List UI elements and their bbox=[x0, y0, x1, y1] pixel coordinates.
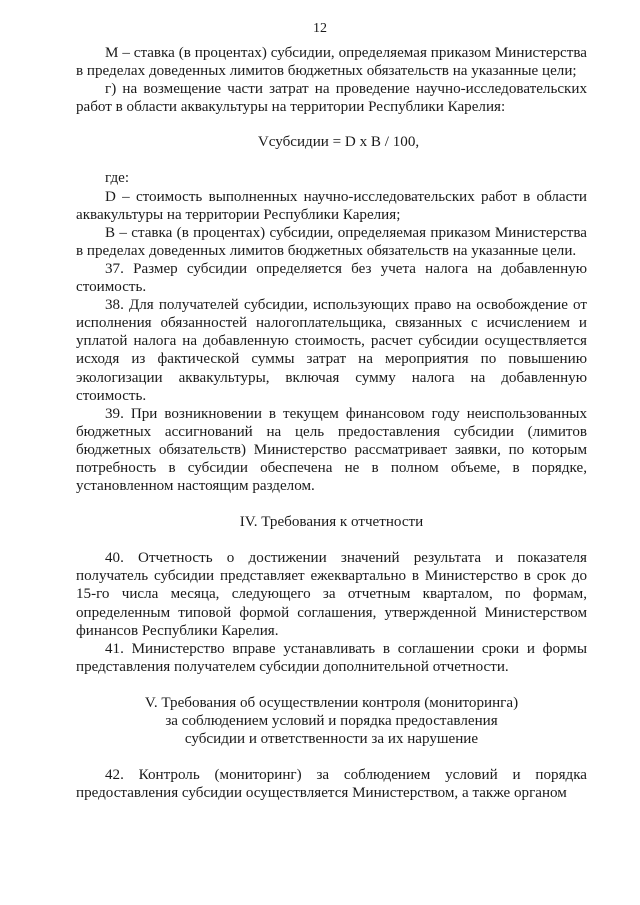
paragraph-42: 42. Контроль (мониторинг) за соблюдением условий и порядка предоставления субсидии осуществляется Министерством, а также органом bbox=[76, 767, 587, 802]
paragraph-d-definition: D – стоимость выполненных научно-исследовательских работ в области аквакультуры на территории Республики Карелия; bbox=[76, 188, 587, 223]
formula: Vсубсидии = D х В / 100, bbox=[257, 134, 420, 151]
page-number: 12 bbox=[313, 21, 327, 36]
paragraph-41: 41. Министерство вправе устанавливать в соглашении сроки и формы представления получателем субсидии дополнительной отчетности. bbox=[76, 640, 587, 675]
paragraph-38: 38. Для получателей субсидии, использующих право на освобождение от исполнения обязанностей налогоплательщика, связанных с исчислением и уплатой налога на добавленную стоимость, расчет субсидии осуществляется исходя из фактической суммы затрат на мероприятия по повышению экологизации аквакультуры, включая сумму налога на добавленную стоимость. bbox=[76, 297, 587, 404]
paragraph-37: 37. Размер субсидии определяется без учета налога на добавленную стоимость. bbox=[76, 260, 587, 296]
paragraph-m-definition: М – ставка (в процентах) субсидии, определяемая приказом Министерства в пределах доведенных лимитов бюджетных обязательств на указанные цели; bbox=[76, 45, 587, 80]
paragraph-39: 39. При возникновении в текущем финансовом году неиспользованных бюджетных ассигнований на цель предоставления субсидии (лимитов бюджетных обязательств) Министерство рассматривает заявки, по которым потребность в субсидии обеспечена не в полном объеме, в порядке, установленном настоящим разделом. bbox=[76, 405, 587, 495]
paragraph-40: 40. Отчетность о достижении значений результата и показателя получатель субсидии представляет ежеквартально в Министерство в срок до 15-го числа месяца, следующего за отчетным кварталом, по формам, определенным типовой формой соглашения, утвержденной Министерством финансов Республики Карелия. bbox=[76, 550, 587, 639]
paragraph-b-definition: В – ставка (в процентах) субсидии, определяемая приказом Министерства в пределах доведенных лимитов бюджетных обязательств на указанные цели. bbox=[76, 224, 587, 259]
section-5-heading-line-2: за соблюдением условий и порядка предоставления bbox=[165, 713, 498, 729]
section-5-heading-line-1: V. Требования об осуществлении контроля (мониторинга) bbox=[144, 694, 519, 711]
section-4-heading: IV. Требования к отчетности bbox=[239, 514, 424, 531]
document-body bbox=[76, 44, 587, 802]
paragraph-g: г) на возмещение части затрат на проведение научно-исследовательских работ в области аквакультуры на территории Республики Карелия: bbox=[76, 81, 587, 116]
where-label: где: bbox=[105, 170, 130, 187]
section-5-heading-line-3: субсидии и ответственности за их нарушение bbox=[184, 731, 479, 748]
